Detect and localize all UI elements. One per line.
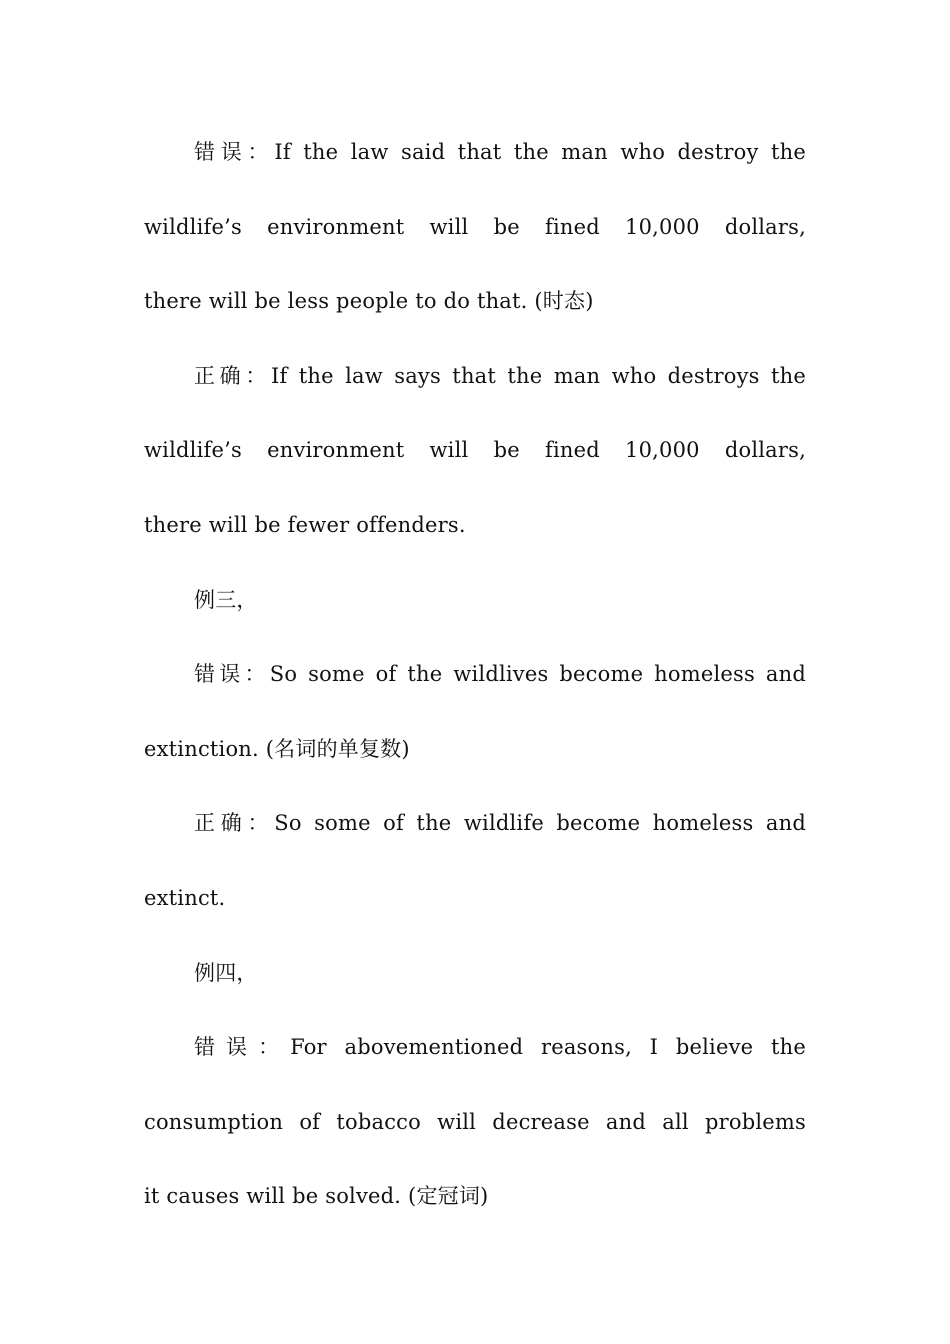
error-line-2: wildlife’s environment will be fined 10,000 dollars, [144,214,806,239]
document-body [144,115,806,1234]
error-line-1: 错误：For abovementioned reasons, I believe the [194,1035,806,1060]
correct-line-1: 正确：So some of the wildlife become homeless and [194,811,806,836]
correct-line-2: wildlife’s environment will be fined 10,000 dollars, [144,438,806,463]
error-line-3: there will be less people to do that. (时态) [144,289,594,314]
error-line-2: extinction. (名词的单复数) [144,736,410,761]
error-line-2: consumption of tobacco will decrease and all problems [144,1109,806,1134]
error-line-1: 错误：If the law said that the man who destroy the [194,140,806,164]
correct-line-3: there will be fewer offenders. [144,512,466,537]
correct-line-1: 正确：If the law says that the man who destroys the [194,363,806,388]
example-four-heading: 例四， [194,960,258,985]
example-three-heading: 例三， [194,587,258,612]
error-line-3: it causes will be solved. (定冠词) [144,1184,489,1209]
error-line-1: 错误：So some of the wildlives become homeless and [194,662,806,687]
correct-line-2: extinct. [144,885,226,910]
